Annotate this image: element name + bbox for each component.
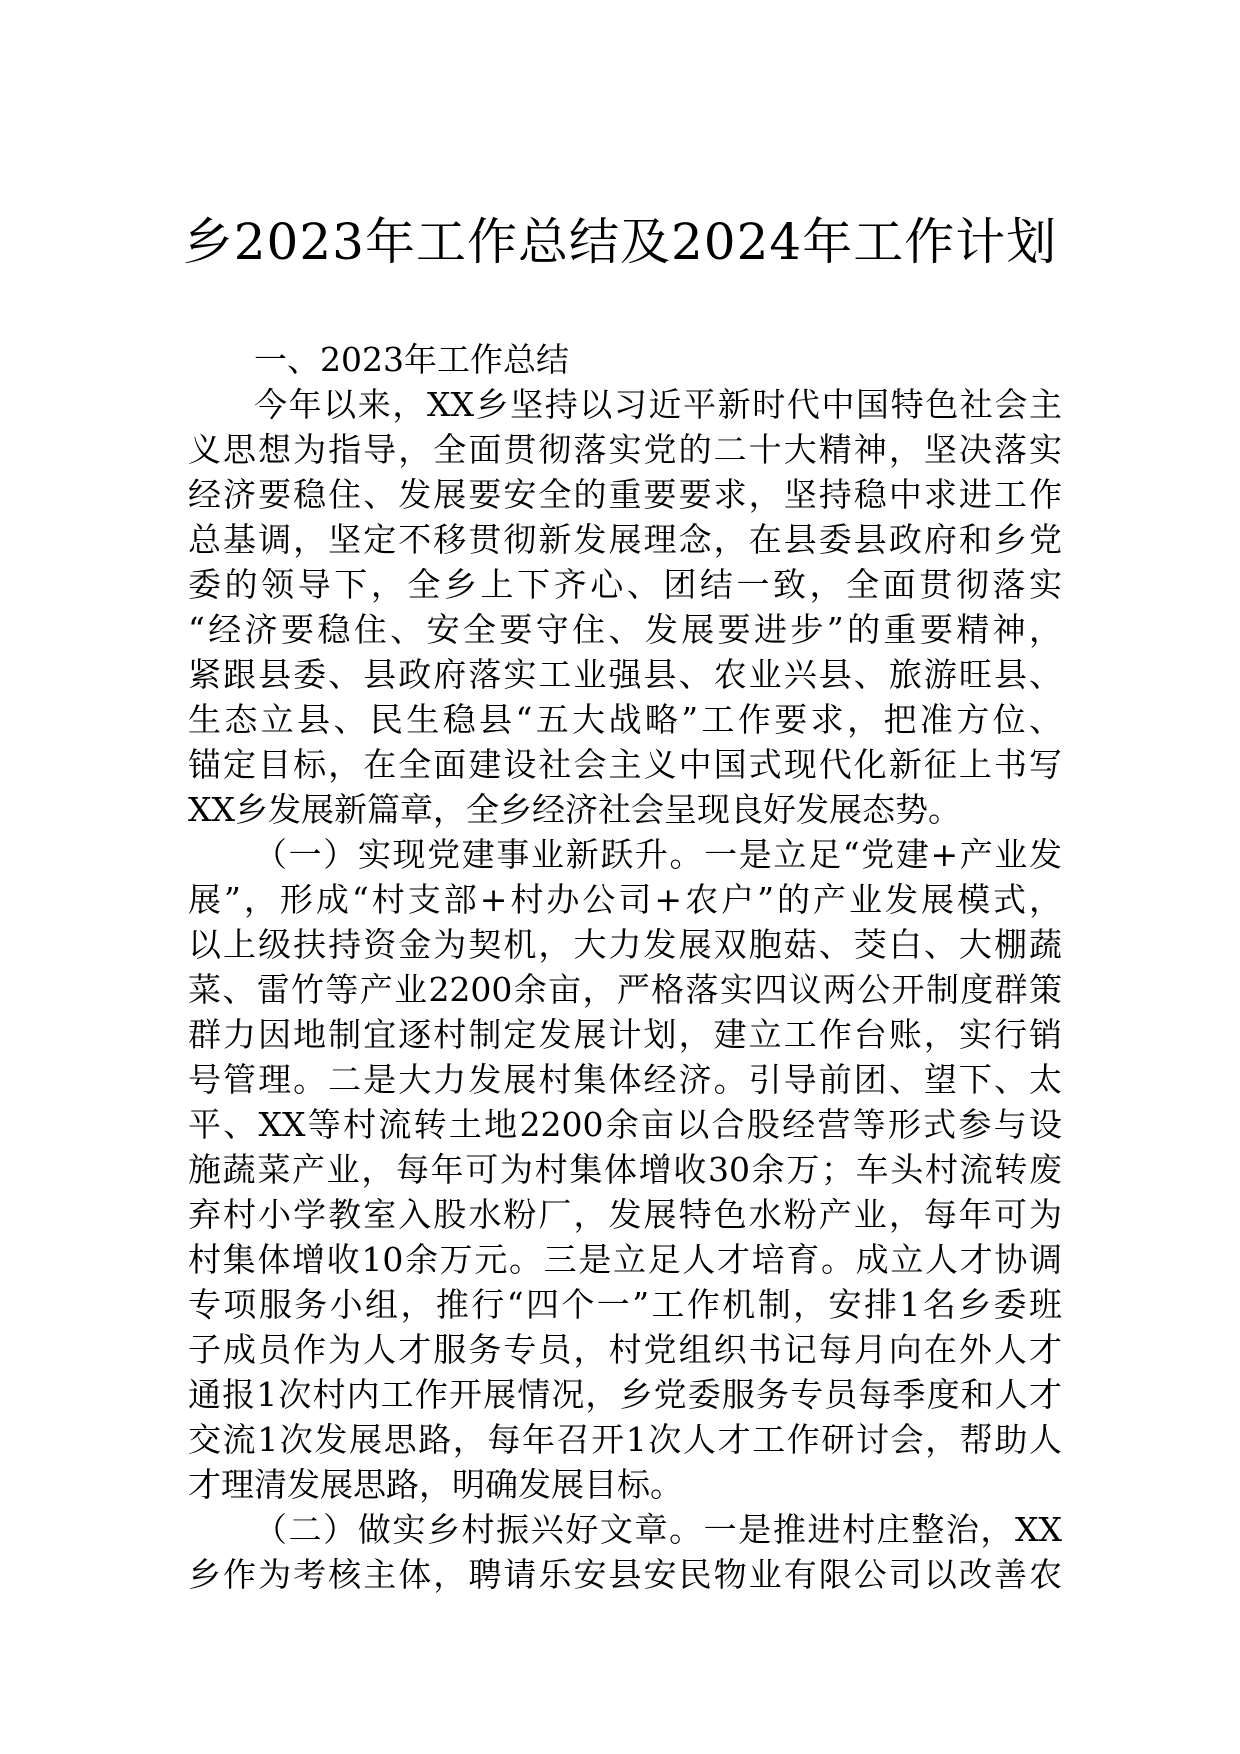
document-title: 乡2023年工作总结及2024年工作计划 — [182, 213, 1058, 271]
body-line: 号管理。二是大力发展村集体经济。引导前团、望下、太 — [188, 1060, 1062, 1099]
body-line: 紧跟县委、县政府落实工业强县、农业兴县、旅游旺县、 — [188, 655, 1062, 694]
body-line: 弃村小学教室入股水粉厂，发展特色水粉产业，每年可为 — [188, 1195, 1062, 1234]
body-line: 通报1次村内工作开展情况，乡党委服务专员每季度和人才 — [188, 1375, 1062, 1414]
body-line: 才理清发展思路，明确发展目标。 — [188, 1465, 683, 1504]
body-line: 菜、雷竹等产业2200余亩，严格落实四议两公开制度群策 — [188, 970, 1062, 1009]
document-body — [188, 337, 1062, 1597]
body-line: 锚定目标，在全面建设社会主义中国式现代化新征上书写 — [188, 745, 1062, 784]
body-line: 群力因地制宜逐村制定发展计划，建立工作台账，实行销 — [188, 1015, 1062, 1054]
body-line: 交流1次发展思路，每年召开1次人才工作研讨会，帮助人 — [188, 1420, 1062, 1459]
body-line: 委的领导下，全乡上下齐心、团结一致，全面贯彻落实 — [188, 565, 1062, 604]
body-line: 今年以来，XX乡坚持以习近平新时代中国特色社会主 — [254, 385, 1062, 424]
body-line: （一）实现党建事业新跃升。一是立足“党建+产业发 — [254, 835, 1062, 874]
body-line: 村集体增收10余万元。三是立足人才培育。成立人才协调 — [188, 1240, 1062, 1279]
body-line: 以上级扶持资金为契机，大力发展双胞菇、茭白、大棚蔬 — [188, 925, 1062, 964]
body-line: 经济要稳住、发展要安全的重要要求，坚持稳中求进工作 — [188, 475, 1062, 514]
body-line: 一、2023年工作总结 — [254, 340, 569, 379]
body-line: “经济要稳住、安全要守住、发展要进步”的重要精神， — [188, 610, 1062, 649]
body-line: 乡作为考核主体，聘请乐安县安民物业有限公司以改善农 — [188, 1555, 1062, 1594]
body-line: 展”，形成“村支部+村办公司+农户”的产业发展模式， — [188, 880, 1062, 919]
body-line: 生态立县、民生稳县“五大战略”工作要求，把准方位、 — [188, 700, 1062, 739]
body-line: 子成员作为人才服务专员，村党组织书记每月向在外人才 — [188, 1330, 1062, 1369]
body-line: 总基调，坚定不移贯彻新发展理念，在县委县政府和乡党 — [188, 520, 1062, 559]
body-line: 专项服务小组，推行“四个一”工作机制，安排1名乡委班 — [188, 1285, 1062, 1324]
body-line: 施蔬菜产业，每年可为村集体增收30余万；车头村流转废 — [188, 1150, 1062, 1189]
body-line: XX乡发展新篇章，全乡经济社会呈现良好发展态势。 — [188, 790, 961, 829]
body-line: 义思想为指导，全面贯彻落实党的二十大精神，坚决落实 — [188, 430, 1062, 469]
body-line: （二）做实乡村振兴好文章。一是推进村庄整治，XX — [254, 1510, 1062, 1549]
body-line: 平、XX等村流转土地2200余亩以合股经营等形式参与设 — [188, 1105, 1062, 1144]
